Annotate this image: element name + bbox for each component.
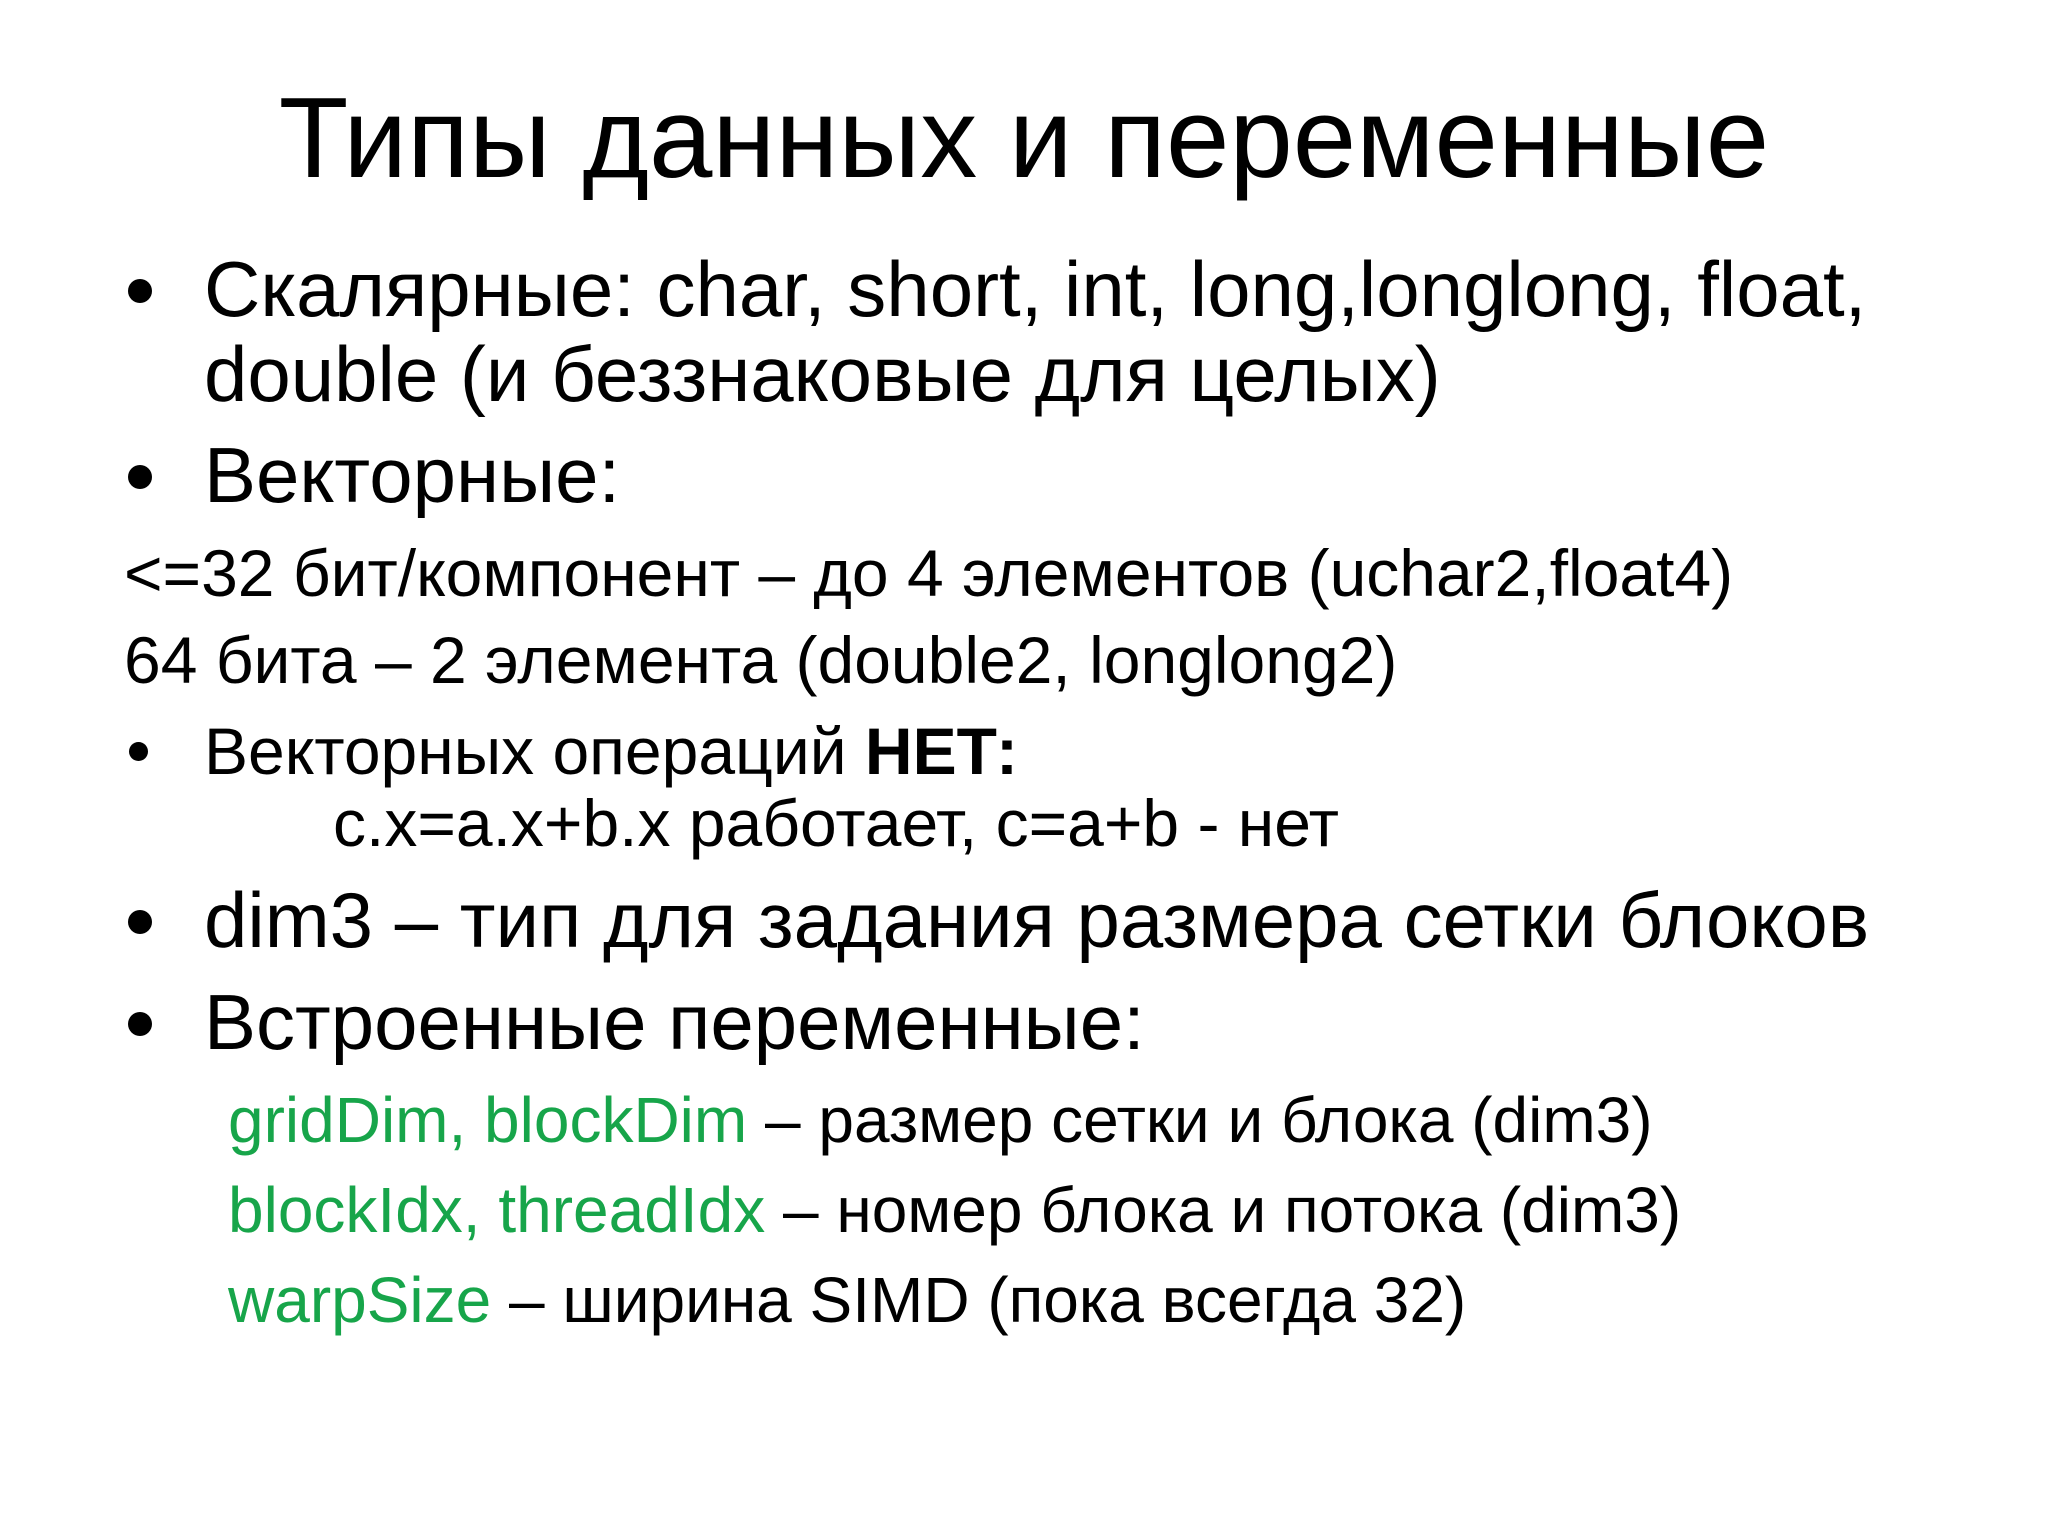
builtin-desc: – размер сетки и блока (dim3) (747, 1084, 1653, 1156)
vector-line-2: 64 бита – 2 элемента (double2, longlong2) (124, 623, 1398, 697)
scalar-line-2: double (и беззнаковые для целых) (204, 330, 1441, 418)
builtin-desc: – номер блока и потока (dim3) (765, 1174, 1682, 1246)
builtin-name: gridDim, blockDim (228, 1084, 748, 1156)
vector-ops-bold: НЕТ: (864, 714, 1019, 788)
bullet-icon (128, 279, 152, 303)
scalar-line-1: Скалярные: char, short, int, long,longlong, float, (204, 245, 1867, 333)
builtin-name: warpSize (228, 1264, 492, 1336)
builtin-name: blockIdx, threadIdx (228, 1174, 766, 1246)
vector-ops-line (204, 714, 1019, 788)
bullet-icon (129, 742, 148, 761)
builtin-item (228, 1264, 1467, 1336)
slide-title: Типы данных и переменные (278, 75, 1770, 202)
vector-heading: Векторные: (204, 431, 621, 519)
builtin-desc: – ширина SIMD (пока всегда 32) (491, 1264, 1467, 1336)
vector-line-1: <=32 бит/компонент – до 4 элементов (uchar2,float4) (124, 536, 1734, 610)
dim3-line: dim3 – тип для задания размера сетки блоков (204, 876, 1870, 964)
vector-ops-example: c.x=a.x+b.x работает, c=a+b - нет (333, 786, 1339, 860)
builtin-item (228, 1174, 1682, 1246)
bullet-icon (128, 910, 152, 934)
builtins-heading: Встроенные переменные: (204, 978, 1145, 1066)
vector-ops-prefix: Векторных операций (204, 714, 865, 788)
bullet-icon (128, 465, 152, 489)
builtin-item (228, 1084, 1653, 1156)
bullet-icon (128, 1012, 152, 1036)
